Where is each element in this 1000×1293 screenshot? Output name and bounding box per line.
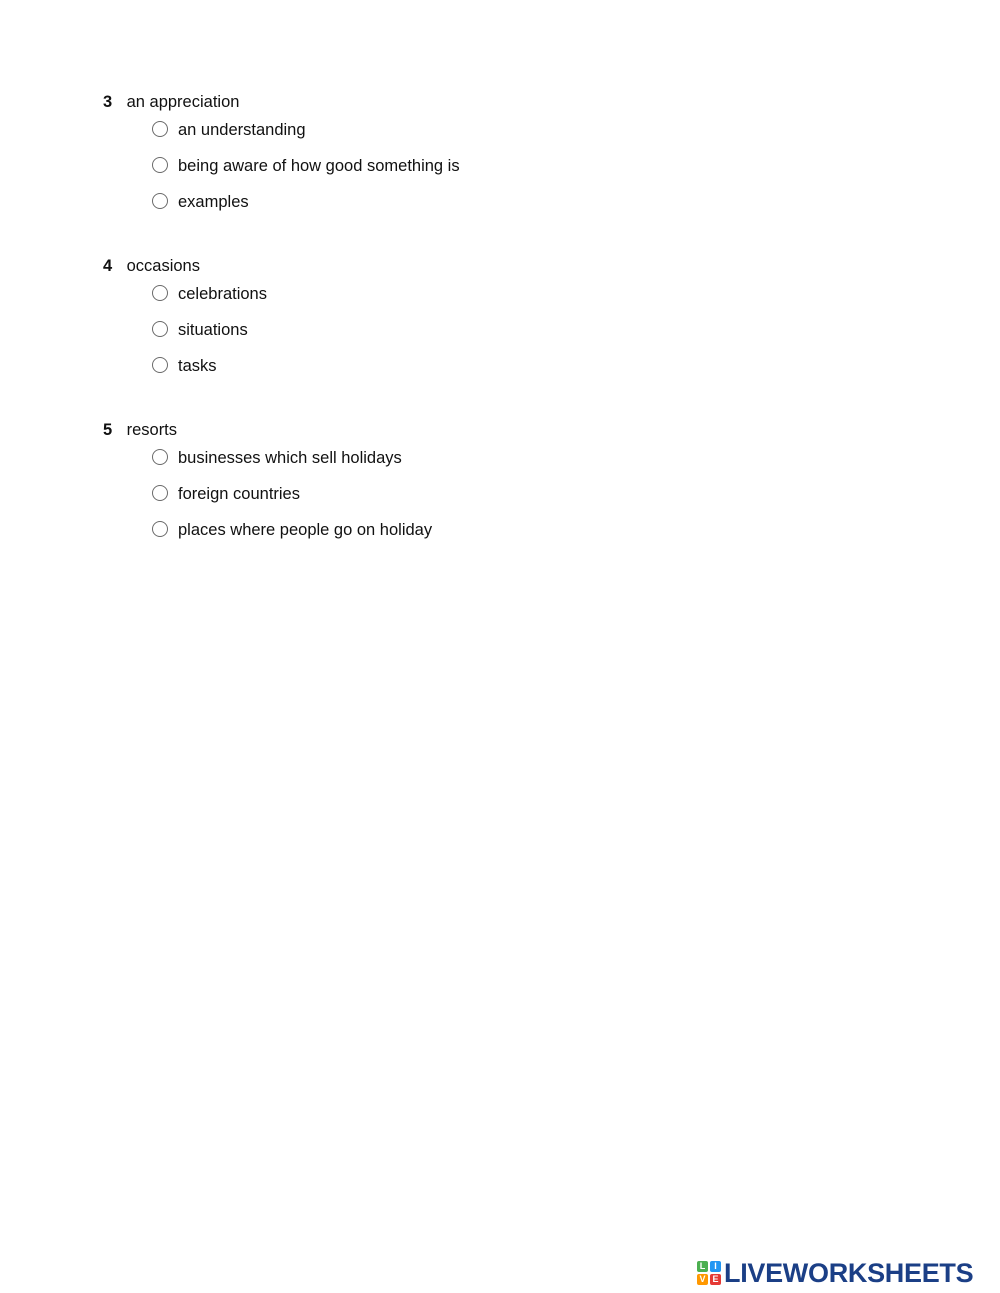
- answer-option[interactable]: [103, 190, 703, 226]
- radio-button[interactable]: [152, 157, 168, 173]
- answer-option[interactable]: [103, 482, 703, 518]
- radio-button[interactable]: [152, 193, 168, 209]
- question-number: 4: [103, 257, 113, 275]
- question-number: 5: [103, 421, 113, 439]
- logo-letter-l: L: [697, 1261, 708, 1272]
- answer-option[interactable]: [103, 282, 703, 318]
- option-label: an understanding: [178, 121, 306, 139]
- logo-letter-v: V: [697, 1274, 708, 1285]
- option-label: situations: [178, 321, 248, 339]
- logo-letter-i: I: [710, 1261, 721, 1272]
- answer-options: [103, 118, 703, 226]
- question-4: [103, 254, 703, 390]
- radio-button[interactable]: [152, 521, 168, 537]
- question-word: resorts: [126, 421, 178, 439]
- logo-mark-icon: [697, 1261, 721, 1285]
- answer-option[interactable]: [103, 354, 703, 390]
- logo-letter-e: E: [710, 1274, 721, 1285]
- question-3: [103, 90, 703, 226]
- option-label: places where people go on holiday: [178, 521, 433, 539]
- option-label: tasks: [178, 357, 217, 375]
- option-label: being aware of how good something is: [178, 157, 460, 175]
- radio-button[interactable]: [152, 485, 168, 501]
- answer-option[interactable]: [103, 518, 703, 554]
- answer-options: [103, 446, 703, 554]
- option-label: businesses which sell holidays: [178, 449, 402, 467]
- answer-option[interactable]: [103, 154, 703, 190]
- option-label: foreign countries: [178, 485, 300, 503]
- option-label: celebrations: [178, 285, 267, 303]
- question-number: 3: [103, 93, 113, 111]
- answer-option[interactable]: [103, 446, 703, 482]
- question-word: an appreciation: [126, 93, 240, 111]
- answer-options: [103, 282, 703, 390]
- radio-button[interactable]: [152, 285, 168, 301]
- radio-button[interactable]: [152, 321, 168, 337]
- question-word: occasions: [126, 257, 200, 275]
- question-header: [103, 90, 703, 114]
- liveworksheets-logo[interactable]: [697, 1258, 973, 1288]
- option-label: examples: [178, 193, 249, 211]
- radio-button[interactable]: [152, 449, 168, 465]
- radio-button[interactable]: [152, 357, 168, 373]
- question-header: [103, 418, 703, 442]
- radio-button[interactable]: [152, 121, 168, 137]
- logo-text: LIVEWORKSHEETS: [724, 1258, 974, 1288]
- question-header: [103, 254, 703, 278]
- question-5: [103, 418, 703, 554]
- answer-option[interactable]: [103, 118, 703, 154]
- answer-option[interactable]: [103, 318, 703, 354]
